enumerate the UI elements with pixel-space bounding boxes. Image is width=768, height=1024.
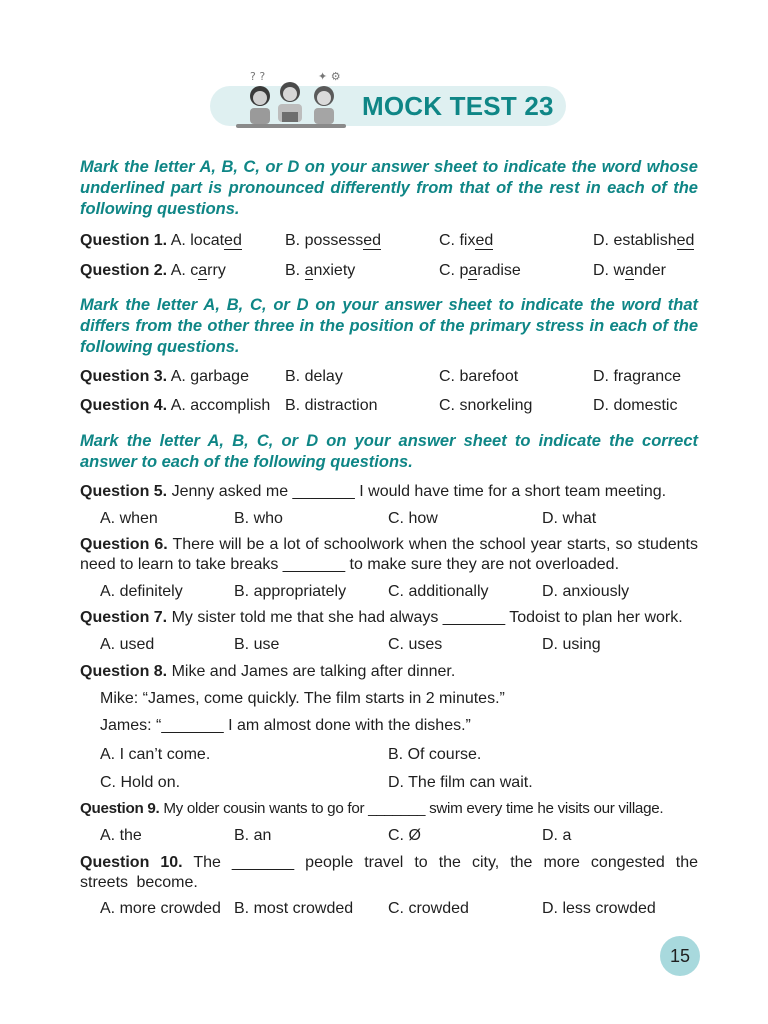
question-label: Question 2. xyxy=(80,262,168,279)
option-c: C. uses xyxy=(388,636,443,653)
question-label: Question 8. xyxy=(80,663,168,680)
option-a: A. I can’t come. xyxy=(100,746,211,763)
option-d: D. anxiously xyxy=(542,583,630,600)
question-8-dialogue-line-2: James: “_______ I am almost done with the dishes.” xyxy=(100,717,471,734)
option-a: A. accomplish xyxy=(170,397,271,414)
instruction-2: Mark the letter A, B, C, or D on your answer sheet to indicate the word that differs from the other three in the position of the primary stress in each of the following questions. xyxy=(80,296,698,356)
option-b: B. distraction xyxy=(285,397,378,414)
option-d: D. using xyxy=(542,636,601,653)
question-label: Question 7. xyxy=(80,609,168,626)
option-b: B. Of course. xyxy=(388,746,482,763)
option-a: A. carry xyxy=(170,262,226,279)
question-6-stem: Question 6. There will be a lot of schoolwork when the school year starts, so students need to learn to take breaks _______ to make sure they are not overloaded. xyxy=(80,536,698,573)
question-label: Question 9. xyxy=(80,800,160,817)
option-c: C. Hold on. xyxy=(100,774,181,791)
option-d: D. The film can wait. xyxy=(388,774,533,791)
option-c: C. paradise xyxy=(439,262,521,279)
question-8-dialogue-line-1: Mike: “James, come quickly. The film starts in 2 minutes.” xyxy=(100,690,505,707)
option-a: A. used xyxy=(100,636,155,653)
option-d: D. less crowded xyxy=(542,900,656,917)
instruction-1: Mark the letter A, B, C, or D on your answer sheet to indicate the word whose underlined part is pronounced differently from that of the rest in each of the following questions. xyxy=(80,158,698,218)
option-c: C. snorkeling xyxy=(439,397,533,414)
option-b: B. possessed xyxy=(285,232,382,249)
option-c: C. additionally xyxy=(388,583,489,600)
option-c: C. crowded xyxy=(388,900,469,917)
option-a: A. the xyxy=(100,827,142,844)
option-a: A. definitely xyxy=(100,583,183,600)
page-number-badge: 15 xyxy=(660,936,700,976)
question-label: Question 10. xyxy=(80,854,183,871)
option-c: C. Ø xyxy=(388,827,421,844)
option-c: C. barefoot xyxy=(439,368,519,385)
option-d: D. a xyxy=(542,827,572,844)
option-b: B. who xyxy=(234,510,283,527)
option-b: B. most crowded xyxy=(234,900,354,917)
option-d: D. wander xyxy=(593,262,666,279)
question-8-stem: Question 8. Mike and James are talking after dinner. xyxy=(80,663,456,680)
question-label: Question 6. xyxy=(80,536,168,553)
svg-text:✦ ⚙: ✦ ⚙ xyxy=(318,70,341,83)
option-b: B. delay xyxy=(285,368,343,385)
question-label: Question 5. xyxy=(80,483,168,500)
option-b: B. an xyxy=(234,827,272,844)
option-c: C. how xyxy=(388,510,438,527)
option-d: D. domestic xyxy=(593,397,678,414)
option-a: A. located xyxy=(170,232,242,249)
students-illustration xyxy=(232,66,350,132)
option-d: D. what xyxy=(542,510,597,527)
option-a: A. more crowded xyxy=(100,900,221,917)
instruction-3: Mark the letter A, B, C, or D on your answer sheet to indicate the correct answer to each of the following questions. xyxy=(80,432,698,471)
option-b: B. anxiety xyxy=(285,262,356,279)
question-label: Question 4. xyxy=(80,397,168,414)
question-5-stem: Question 5. Jenny asked me _______ I would have time for a short team meeting. xyxy=(80,483,667,500)
question-label: Question 1. xyxy=(80,232,168,249)
option-a: A. when xyxy=(100,510,158,527)
svg-text:? ?: ? ? xyxy=(250,70,266,83)
option-b: B. use xyxy=(234,636,280,653)
question-7-stem: Question 7. My sister told me that she had always _______ Todoist to plan her work. xyxy=(80,609,683,626)
question-label: Question 3. xyxy=(80,368,168,385)
option-d: D. established xyxy=(593,232,695,249)
option-a: A. garbage xyxy=(170,368,249,385)
option-b: B. appropriately xyxy=(234,583,347,600)
question-10-stem: Question 10. The _______ people travel to the city, the more congested the streets become. xyxy=(80,854,698,891)
page-title: MOCK TEST 23 xyxy=(362,91,554,121)
option-d: D. fragrance xyxy=(593,368,682,385)
option-c: C. fixed xyxy=(439,232,494,249)
question-9-stem: Question 9. My older cousin wants to go for _______ swim every time he visits our village. xyxy=(80,800,664,817)
